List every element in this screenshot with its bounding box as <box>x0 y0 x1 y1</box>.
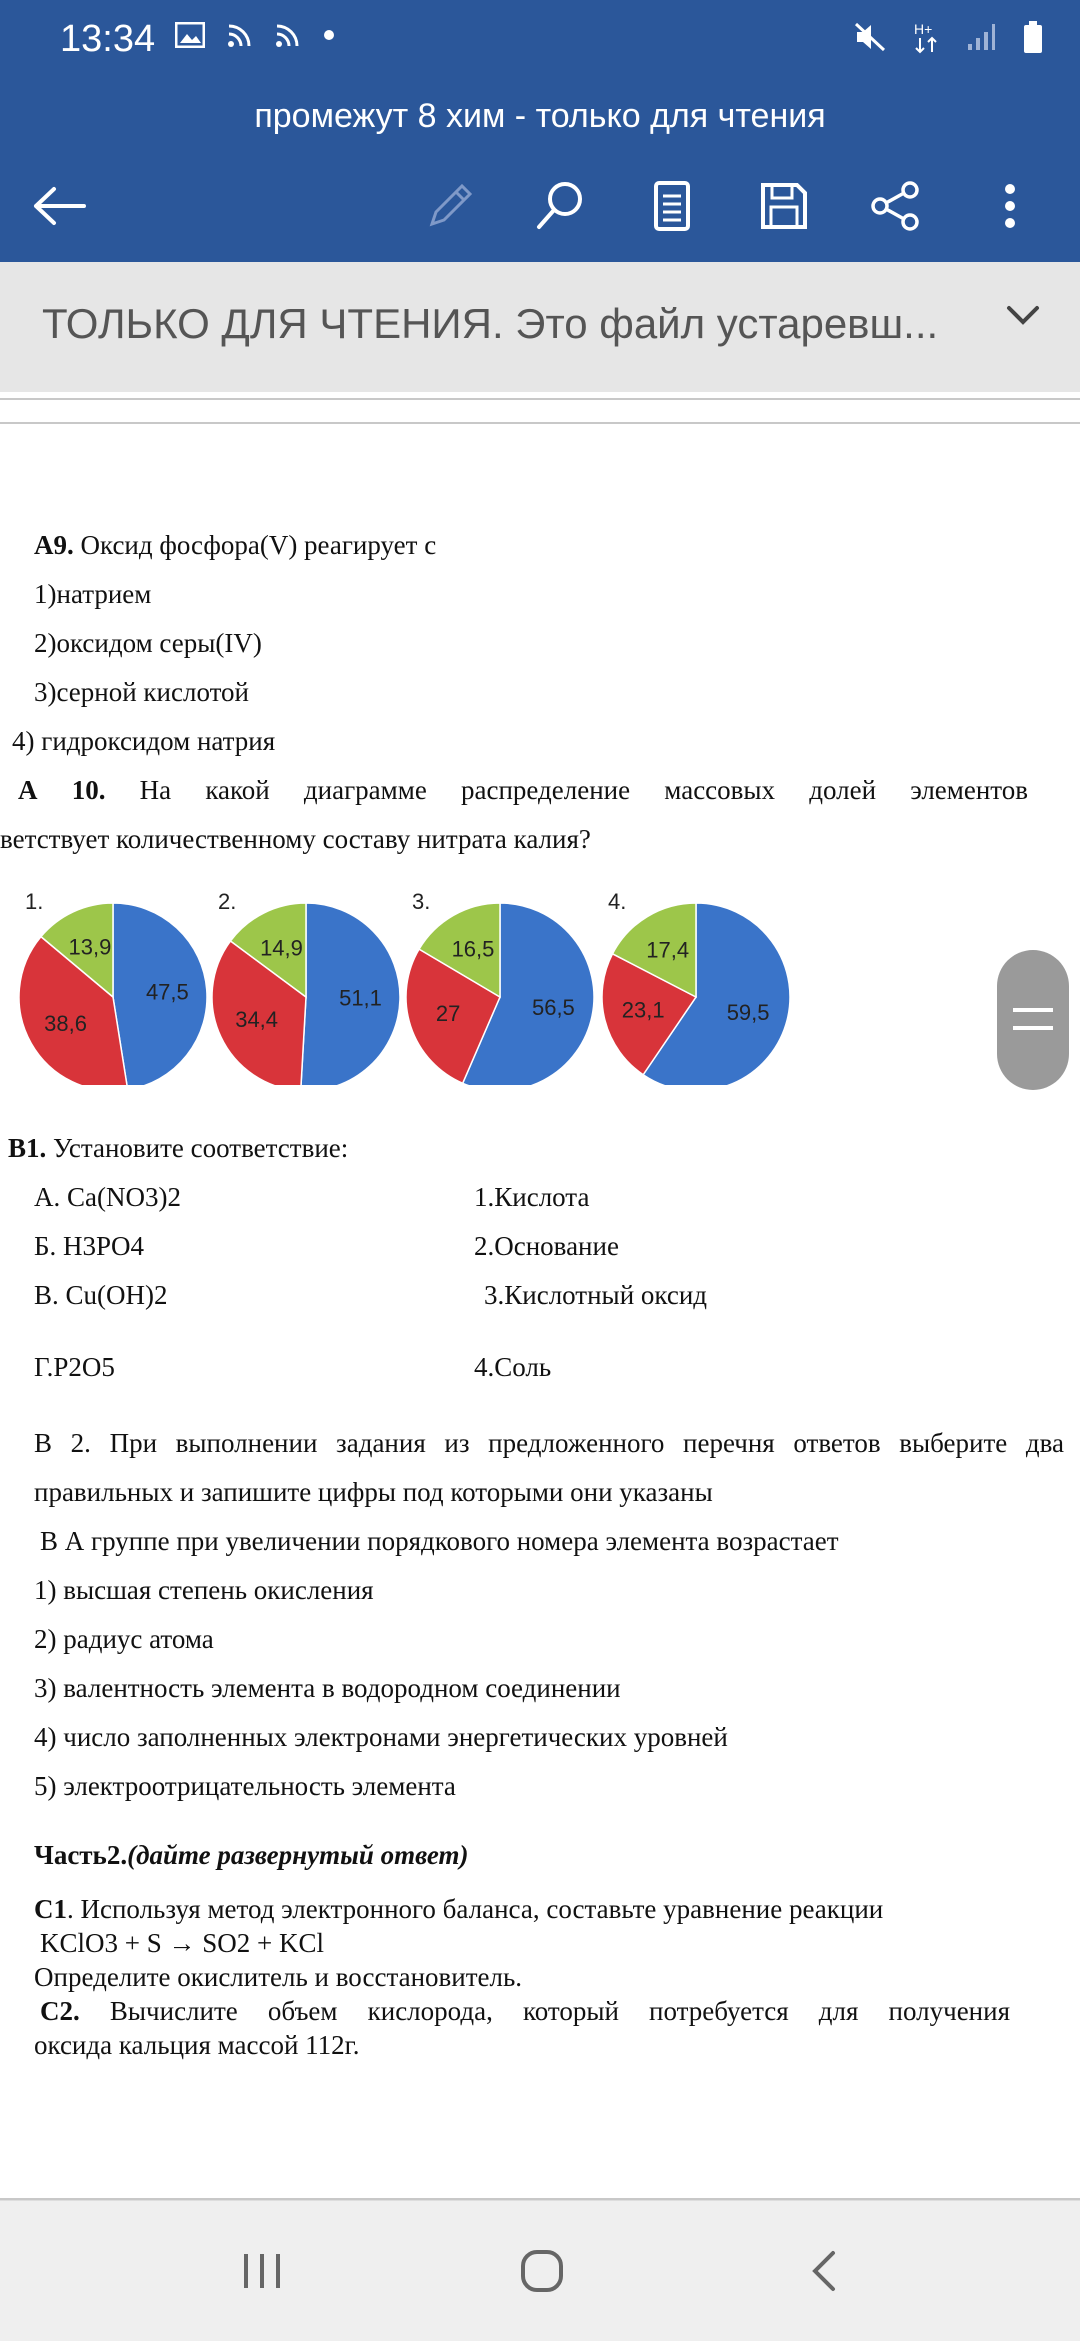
question-text: ветствует количественному составу нитрата калия? <box>0 824 591 854</box>
question-text: Определите окислитель и восстановитель. <box>34 1962 523 1992</box>
match-left-item: Г.P2O5 <box>34 1352 115 1382</box>
status-bar <box>0 0 1080 90</box>
answer-option: 1)натрием <box>34 579 152 609</box>
pie-number-label: 4. <box>608 889 627 914</box>
match-right-item: 4.Соль <box>474 1352 552 1382</box>
pie-number-label: 3. <box>412 889 431 914</box>
question-c2 <box>40 1996 1010 2027</box>
answer-option: 2) радиус атома <box>34 1624 214 1654</box>
answer-option: 1) высшая степень окисления <box>34 1575 374 1605</box>
save-button[interactable] <box>752 174 816 238</box>
rss-icon <box>227 22 253 48</box>
question-text: правильных и запишите цифры под которыми они указаны <box>34 1477 713 1507</box>
chevron-down-icon <box>1006 304 1040 326</box>
toolbar <box>0 150 1080 262</box>
question-text: Оксид фосфора(V) реагирует с <box>73 530 437 560</box>
hplus-icon <box>912 20 940 54</box>
document-content <box>0 430 1080 2200</box>
pie-value-label: 14,9 <box>260 935 303 961</box>
dot-icon <box>323 29 335 41</box>
question-label: С2. <box>40 1996 80 2026</box>
pie-value-label: 38,6 <box>44 1010 87 1036</box>
search-button[interactable] <box>528 174 592 238</box>
navigation-bar <box>0 2200 1080 2341</box>
status-time: 13:34 <box>60 18 156 60</box>
pie-value-label: 56,5 <box>531 995 575 1021</box>
drag-handle-icon <box>997 950 1069 1090</box>
pie-value-label: 27 <box>435 1000 461 1026</box>
svg-text:H+: H+ <box>914 21 933 37</box>
home-button[interactable] <box>502 2241 582 2301</box>
question-text: . Используя метод электронного баланса, составьте уравнение реакции <box>67 1894 884 1924</box>
divider <box>0 422 1080 424</box>
question-text: В А группе при увеличении порядкового номера элемента возрастает <box>40 1526 839 1556</box>
match-right-item: 1.Кислота <box>474 1182 590 1212</box>
question-label: А 10. <box>18 775 106 805</box>
question-text: На какой диаграмме распределение массовых долей элементов <box>139 775 1029 805</box>
search-icon <box>533 179 587 233</box>
notification-icons <box>175 22 335 48</box>
pie-number-label: 1. <box>25 889 44 914</box>
answer-option: 5) электроотрицательность элемента <box>34 1771 456 1801</box>
document-title: промежут 8 хим - только для чтения <box>0 90 1080 170</box>
question-a9 <box>34 530 436 561</box>
part2-heading <box>34 1840 468 1871</box>
home-icon <box>519 2248 565 2294</box>
pie-charts-svg <box>10 885 810 1085</box>
banner-text: ТОЛЬКО ДЛЯ ЧТЕНИЯ. Это файл устаревш... <box>42 300 939 347</box>
back-nav-button[interactable] <box>784 2241 864 2301</box>
pie-value-label: 59,5 <box>726 1000 770 1026</box>
battery-icon <box>1022 20 1044 54</box>
chevron-left-icon <box>809 2249 839 2293</box>
question-text: Вычислите объем кислорода, который потребуется для получения <box>109 1996 1010 2026</box>
pie-value-label: 16,5 <box>451 936 495 962</box>
answer-option: 2)оксидом серы(IV) <box>34 628 262 658</box>
share-button[interactable] <box>864 174 928 238</box>
match-right-item: 2.Основание <box>474 1231 619 1261</box>
edit-button[interactable] <box>418 174 482 238</box>
match-left-item: А. Ca(NO3)2 <box>34 1182 181 1212</box>
match-left-item: В. Cu(OH)2 <box>34 1280 168 1310</box>
more-options-button[interactable] <box>978 174 1042 238</box>
match-right-item: 3.Кислотный оксид <box>484 1280 708 1310</box>
part2-note: (дайте развернутый ответ) <box>127 1840 469 1870</box>
pie-value-label: 13,9 <box>68 934 112 960</box>
pie-number-label: 2. <box>218 889 237 914</box>
pie-value-label: 34,4 <box>235 1007 279 1033</box>
share-icon <box>870 180 922 232</box>
recent-apps-button[interactable] <box>222 2241 302 2301</box>
pie-value-label: 47,5 <box>145 979 189 1005</box>
answer-option: 4) число заполненных электронами энергетических уровней <box>34 1722 728 1752</box>
pie-value-label: 17,4 <box>646 937 690 963</box>
pie-value-label: 51,1 <box>339 985 382 1011</box>
question-label: А9. <box>34 530 74 560</box>
answer-option: 4) гидроксидом натрия <box>12 726 276 756</box>
match-left-item: Б. H3PO4 <box>34 1231 145 1261</box>
pie-charts <box>10 885 810 1085</box>
system-icons <box>854 20 1044 54</box>
reaction-equation: KClO3 + S → SO2 + KCl <box>40 1928 325 1958</box>
gallery-icon <box>175 22 205 48</box>
expand-banner-button[interactable] <box>1006 304 1040 331</box>
question-text: оксида кальция массой 112г. <box>34 2030 360 2060</box>
pencil-icon <box>424 180 476 232</box>
part2-label: Часть2. <box>34 1840 128 1870</box>
question-label: В1. <box>8 1133 47 1163</box>
question-text: Установите соответствие: <box>46 1133 349 1163</box>
rss-icon <box>275 22 301 48</box>
mute-icon <box>854 22 886 52</box>
question-c1 <box>34 1894 883 1925</box>
scroll-handle[interactable] <box>997 950 1069 1090</box>
mobile-view-button[interactable] <box>640 174 704 238</box>
save-icon <box>759 181 809 231</box>
question-b1 <box>8 1133 348 1164</box>
divider <box>0 398 1080 400</box>
question-a10 <box>18 775 1028 806</box>
answer-option: 3) валентность элемента в водородном соединении <box>34 1673 621 1703</box>
answer-option: 3)серной кислотой <box>34 677 249 707</box>
pie-value-label: 23,1 <box>621 997 665 1023</box>
question-label: С1 <box>34 1894 67 1924</box>
document-view-icon <box>652 180 692 232</box>
back-button[interactable] <box>28 174 92 238</box>
more-vertical-icon <box>1003 183 1017 229</box>
read-only-banner[interactable] <box>0 262 1080 392</box>
signal-icon <box>966 22 996 52</box>
arrow-left-icon <box>32 186 88 226</box>
recent-apps-icon <box>240 2251 284 2291</box>
question-b2: В 2. При выполнении задания из предложенного перечня ответов выберите два <box>34 1428 1064 1458</box>
